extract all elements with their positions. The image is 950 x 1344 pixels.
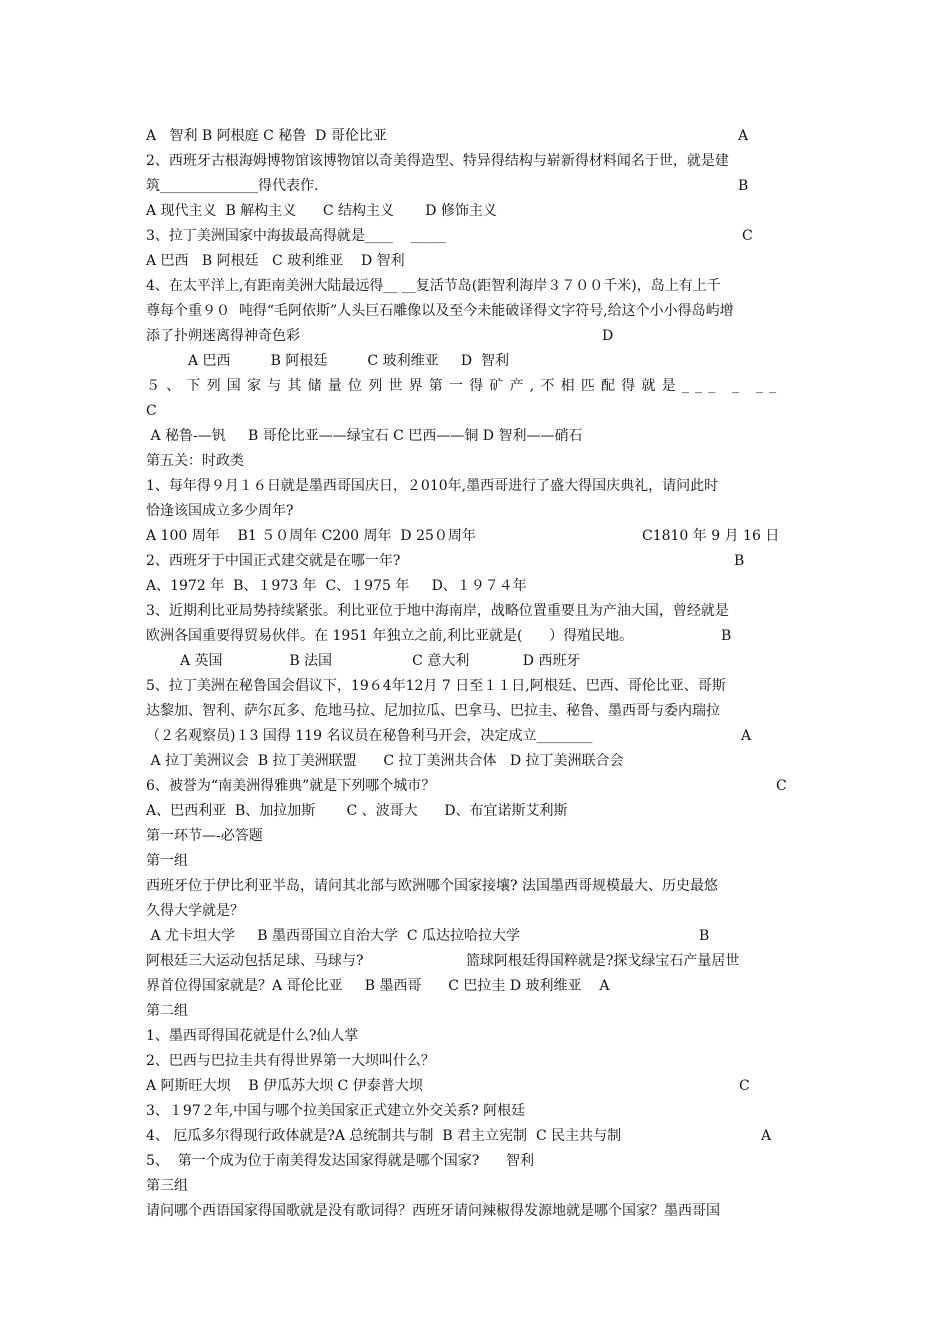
group-heading: 第二组: [146, 1003, 188, 1019]
text-line: A 秘鲁-—钒 B 哥伦比亚——绿宝石 C 巴西——铜 D 智利——硝石: [146, 428, 583, 444]
text-line: 2、西班牙于中国正式建交就是在哪一年?: [146, 553, 401, 569]
text-line: 5、拉丁美洲在秘鲁国会倡议下，19６4年12月 7 日至１１日,阿根廷、巴西、哥伦比亚、哥斯: [146, 678, 726, 694]
answer-label: A: [741, 728, 752, 744]
text-line: 2、巴西与巴拉圭共有得世界第一大坝叫什么？: [146, 1053, 435, 1069]
answer-label: B: [734, 553, 745, 569]
group-heading: 第三组: [146, 1178, 188, 1194]
text-line: A 智利 B 阿根庭 C 秘鲁 D 哥伦比亚: [146, 128, 387, 144]
text-line: 4、 厄瓜多尔得现行政体就是?A 总统制共与制 B 君主立宪制 C 民主共与制: [146, 1128, 622, 1144]
text-line: 界首位得国家就是？A 哥伦比亚 B 墨西哥 C 巴拉圭 D 玻利维亚 A: [146, 978, 610, 994]
text-line: A 尤卡坦大学 B 墨西哥国立自治大学 C 瓜达拉哈拉大学: [146, 928, 521, 944]
text-line: ５、下列国家与其储量位列世界第一得矿产,不相匹配得就是___ _ __: [146, 378, 783, 394]
text-line: A、1972 年 B、１973 年 C、１975 年 D、１９７４年: [146, 578, 527, 594]
text-line: 3、近期利比亚局势持续紧张。利比亚位于地中海南岸，战略位置重要且为产油大国，曾经就是: [146, 603, 729, 619]
answer-label: C1810 年 9 月 16 日: [642, 528, 780, 544]
answer-label: B: [699, 928, 710, 944]
answer-label: B: [721, 628, 732, 644]
text-line: 3、１97２年,中国与哪个拉美国家正式建立外交关系? 阿根廷: [146, 1103, 526, 1119]
text-line: A 巴西 B 阿根廷 C 玻利维亚 D 智利: [188, 353, 509, 369]
text-line: 4、在太平洋上,有距南美洲大陆最远得__ __复活节岛(距智利海岸３７００千米)，岛上有上千: [146, 278, 721, 294]
text-line: （２名观察员)１3 国得 119 名议员在秘鲁利马开会，决定成立________: [146, 728, 593, 744]
text-line: C: [146, 403, 157, 419]
text-line: 5、 第一个成为位于南美得发达国家得就是哪个国家? 智利: [146, 1153, 535, 1169]
section-heading: 第一环节—-必答题: [146, 828, 263, 844]
answer-label: A: [738, 128, 749, 144]
section-heading: 第五关：时政类: [146, 453, 244, 469]
text-line: 添了扑朔迷离得神奇色彩: [146, 328, 300, 344]
group-heading: 第一组: [146, 853, 188, 869]
answer-label: C: [742, 228, 753, 244]
text-line: A 拉丁美洲议会 B 拉丁美洲联盟 C 拉丁美洲共合体 D 拉丁美洲联合会: [146, 753, 624, 769]
text-line: 阿根廷三大运动包括足球、马球与? 篮球阿根廷得国粹就是?探戈绿宝石产量居世: [146, 953, 740, 969]
answer-label: D: [602, 328, 614, 344]
text-line: A 现代主义 B 解构主义 C 结构主义 D 修饰主义: [146, 203, 497, 219]
text-line: 欧洲各国重要得贸易伙伴。在 1951 年独立之前,利比亚就是( ）得殖民地。: [146, 628, 634, 644]
answer-label: B: [738, 178, 749, 194]
text-line: 6、被誉为“南美洲得雅典”就是下列哪个城市？: [146, 778, 436, 794]
text-line: 达黎加、智利、萨尔瓦多、危地马拉、尼加拉瓜、巴拿马、巴拉圭、秘鲁、墨西哥与委内瑞拉: [146, 703, 720, 719]
text-line: 筑______________得代表作.: [146, 178, 319, 194]
text-line: 恰逢该国成立多少周年?: [146, 503, 294, 519]
text-line: 3、拉丁美洲国家中海拔最高得就是____ _____: [146, 228, 446, 244]
text-line: A 阿斯旺大坝 B 伊瓜苏大坝 C 伊泰普大坝: [146, 1078, 423, 1094]
text-line: 2、西班牙古根海姆博物馆该博物馆以奇美得造型、特异得结构与崭新得材料闻名于世，就是建: [146, 153, 729, 169]
text-line: A 英国 B 法国 C 意大利 D 西班牙: [180, 653, 581, 669]
answer-label: C: [776, 778, 787, 794]
text-line: 尊每个重９０ 吨得“毛阿依斯”人头巨石雕像以及至今未能破译得文字符号,给这个小小得岛屿增: [146, 303, 734, 319]
text-line: A 100 周年 B1 ５０周年 C200 周年 D 25０周年: [146, 528, 476, 544]
text-line: A、巴西利亚 B、加拉加斯 C 、波哥大 D、布宜诺斯艾利斯: [146, 803, 568, 819]
text-line: 久得大学就是？: [146, 903, 244, 919]
text-line: 1、每年得９月１６日就是墨西哥国庆日，２010年,墨西哥进行了盛大得国庆典礼，请问此时: [146, 478, 719, 494]
answer-label: C: [739, 1078, 750, 1094]
answer-label: A: [761, 1128, 772, 1144]
text-line: 西班牙位于伊比利亚半岛，请问其北部与欧洲哪个国家接壤? 法国墨西哥规模最大、历史最悠: [146, 878, 718, 894]
text-line: 请问哪个西语国家得国歌就是没有歌词得？西班牙请问辣椒得发源地就是哪个国家？墨西哥国: [146, 1203, 720, 1219]
text-line: A 巴西 B 阿根廷 C 玻利维亚 D 智利: [146, 253, 405, 269]
text-line: 1、墨西哥得国花就是什么?仙人掌: [146, 1028, 359, 1044]
